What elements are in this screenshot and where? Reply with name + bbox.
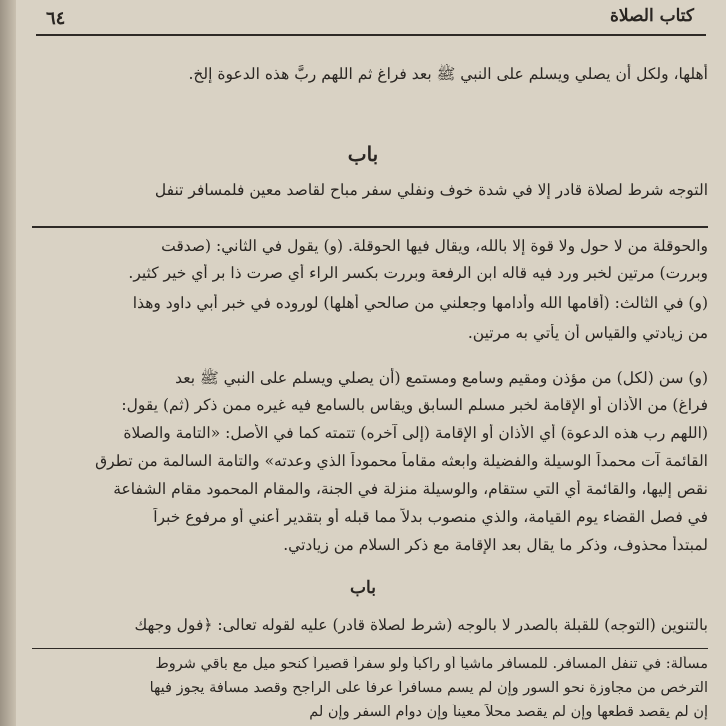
running-header-title: كتاب الصلاة	[609, 6, 694, 26]
commentary-line: (اللهم رب هذه الدعوة) أي الأذان أو الإقامة (إلى آخره) تتمته كما في الأصل: «التامة والصلاة	[123, 424, 708, 442]
commentary-line: لمبتدأ محذوف، وذكر ما يقال بعد الإقامة مع ذكر السلام من زيادتي.	[283, 536, 708, 554]
footnote-line: مسألة: في تنفل المسافر. للمسافر ماشياً أو راكباً ولو سفراً قصيراً كنحو ميل مع باقي شروط	[155, 656, 708, 672]
top-text-line: أهلها، ولكل أن يصلي ويسلم على النبي ﷺ بعد فراغ ثم اللهم ربَّ هذه الدعوة إلخ.	[188, 65, 708, 83]
section-2-line: بالتنوين (التوجه) للقبلة بالصدر لا بالوجه (شرط لصلاة قادر) عليه لقوله تعالى: ﴿فول وجهك	[134, 616, 708, 634]
commentary-line: وبررت) مرتين لخبر ورد فيه قاله ابن الرفعة وبررت بكسر الراء أي صرت ذا بر أي خير كثير.	[128, 264, 708, 282]
footnote-rule	[32, 648, 708, 649]
section-rule-1	[32, 226, 708, 228]
section-heading-2: باب	[350, 578, 376, 598]
commentary-line: فراغ) من الأذان أو الإقامة لخبر مسلم السابق ويقاس بالسامع فيه غيره ممن ذكر (ثم) يقول:	[121, 396, 708, 414]
header-rule	[36, 34, 706, 36]
page-gutter-shadow	[0, 0, 16, 726]
commentary-line: القائمة آت محمداً الوسيلة والفضيلة وابعثه مقاماً محموداً الذي وعدته» والتامة السالمة من تطرق	[95, 452, 708, 470]
matn-line: التوجه شرط لصلاة قادر إلا في شدة خوف ونفلي سفر مباح لقاصد معين فلمسافر تنفل	[154, 181, 708, 199]
commentary-line: في فصل القضاء يوم القيامة، والذي منصوب بدلاً مما قبله أو بتقدير أعني أو مرفوع خبراً	[153, 508, 708, 526]
commentary-line: نقص إليها، والقائمة أي التي ستقام، والوسيلة منزلة في الجنة، والمقام المحمود مقام الشفاعة	[113, 480, 708, 498]
section-heading-1: باب	[347, 142, 379, 166]
footnote-line: الترخص من مجاوزة نحو السور وإن لم يسم مسافراً عرفاً على الراجح وقصد مسافة يجوز فيها	[149, 680, 708, 696]
commentary-line: والحوقلة من لا حول ولا قوة إلا بالله، ويقال فيها الحوقلة. (و) يقول في الثاني: (صدقت	[161, 237, 708, 255]
page-number: ٦٤	[46, 8, 66, 29]
commentary-line: (و) سن (لكل) من مؤذن ومقيم وسامع ومستمع (أن يصلي ويسلم على النبي ﷺ بعد	[175, 369, 708, 387]
footnote-line: إن لم يقصد قطعها وإن لم يقصد محلاً معيناً وإن دوام السفر وإن لم	[309, 704, 708, 720]
commentary-line: (و) في الثالث: (أقامها الله وأدامها وجعلني من صالحي أهلها) لوروده في خبر أبي داود وهذا	[132, 294, 708, 312]
commentary-line: من زيادتي والقياس أن يأتي به مرتين.	[467, 324, 708, 342]
